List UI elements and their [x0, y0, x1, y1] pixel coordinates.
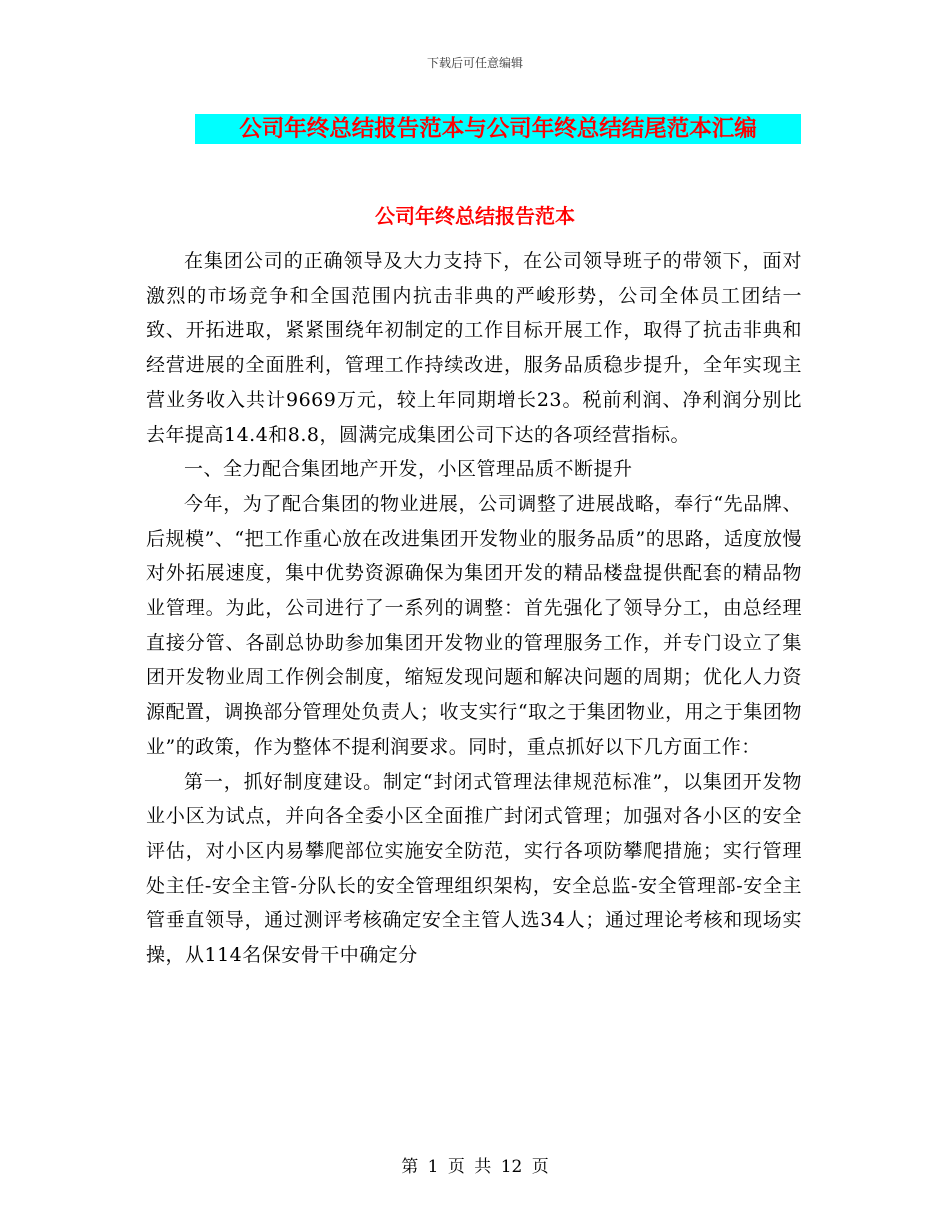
paragraph-strategy: 今年，为了配合集团的物业进展，公司调整了进展战略，奉行“先品牌、后规模”、“把工作重心放在改进集团开发物业的服务品质”的思路，适度放慢对外拓展速度，集中优势资源确保为集团开发的精品楼盘提供配套的精品物业管理。为此，公司进行了一系列的调整：首先强化了领导分工，由总经理直接分管、各副总协助参加集团开发物业的管理服务工作，并专门设立了集团开发物业周工作例会制度，缩短发现问题和解决问题的周期；优化人力资源配置，调换部分管理处负责人；收支实行“取之于集团物业，用之于集团物业”的政策，作为整体不提利润要求。同时，重点抓好以下几方面工作： — [146, 492, 802, 758]
page-number: 第 1 页 共 12 页 — [401, 1157, 549, 1177]
page-header-note: 下载后可任意编辑 — [426, 56, 523, 70]
paragraph-first-point: 第一，抓好制度建设。制定“封闭式管理法律规范标准”，以集团开发物业小区为试点，并向各全委小区全面推广封闭式管理；加强对各小区的安全评估，对小区内易攀爬部位实施安全防范，实行各项防攀爬措施；实行管理处主任-安全主管-分队长的安全管理组织架构，安全总监-安全管理部-安全主管垂直领导，通过测评考核确定安全主管人选34人；通过理论考核和现场实操，从114名保安骨干中确定分 — [146, 770, 802, 967]
paragraph-intro: 在集团公司的正确领导及大力支持下，在公司领导班子的带领下，面对激烈的市场竞争和全国范围内抗击非典的严峻形势，公司全体员工团结一致、开拓进取，紧紧围绕年初制定的工作目标开展工作，取得了抗击非典和经营进展的全面胜利，管理工作持续改进，服务品质稳步提升，全年实现主营业务收入共计9669万元，较上年同期增长23。税前利润、净利润分别比去年提高14.4和8.8，圆满完成集团公司下达的各项经营指标。 — [146, 250, 802, 446]
document-body — [146, 244, 802, 973]
paragraph-heading-1: 一、全力配合集团地产开发，小区管理品质不断提升 — [184, 458, 633, 481]
document-title: 公司年终总结报告范本与公司年终总结结尾范本汇编 — [195, 114, 801, 144]
section-title: 公司年终总结报告范本 — [375, 204, 575, 228]
